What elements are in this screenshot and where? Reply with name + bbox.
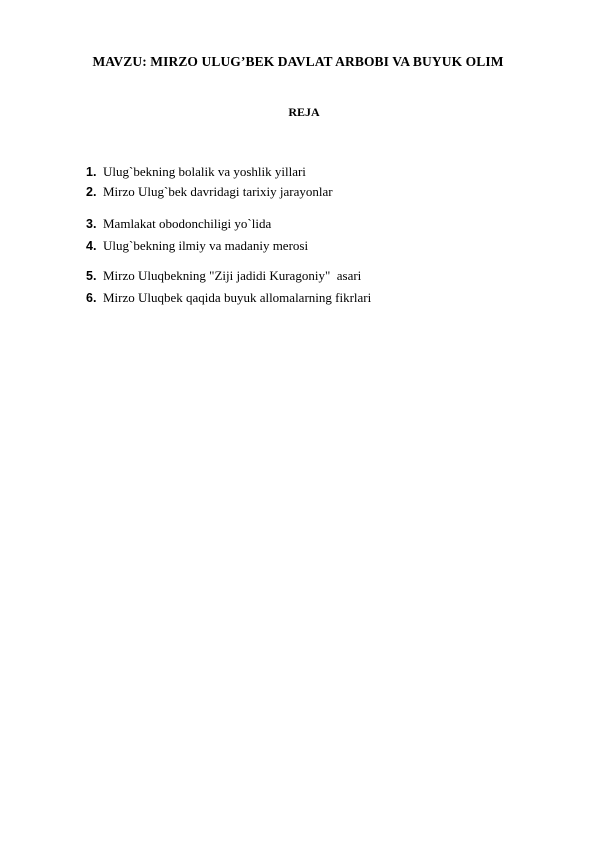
plan-item-text: Ulug`bekning ilmiy va madaniy merosi bbox=[103, 238, 309, 253]
plan-item-text: Mamlakat obodonchiligi yo`lida bbox=[103, 216, 272, 231]
plan-item-text: Ulug`bekning bolalik va yoshlik yillari bbox=[103, 164, 306, 179]
plan-item-number: 3. bbox=[86, 217, 97, 231]
plan-item-number: 6. bbox=[86, 291, 97, 305]
document-title: MAVZU: MIRZO ULUG’BEK DAVLAT ARBOBI VA BUYUK OLIM bbox=[92, 54, 504, 69]
plan-item-text: Mirzo Uluqbek qaqida buyuk allomalarning fikrlari bbox=[103, 290, 372, 305]
plan-item bbox=[86, 290, 371, 306]
plan-item-text: Mirzo Uluqbekning "Ziji jadidi Kuragoniy" asari bbox=[103, 268, 362, 283]
plan-item bbox=[86, 268, 361, 284]
plan-heading: REJA bbox=[288, 105, 320, 119]
plan-item bbox=[86, 238, 308, 254]
plan-item bbox=[86, 216, 271, 232]
plan-item bbox=[86, 184, 333, 200]
plan-item-number: 5. bbox=[86, 269, 97, 283]
plan-item bbox=[86, 164, 306, 180]
plan-item-number: 1. bbox=[86, 165, 97, 179]
plan-item-text: Mirzo Ulug`bek davridagi tarixiy jarayonlar bbox=[103, 184, 333, 199]
plan-item-number: 2. bbox=[86, 185, 97, 199]
plan-item-number: 4. bbox=[86, 239, 97, 253]
